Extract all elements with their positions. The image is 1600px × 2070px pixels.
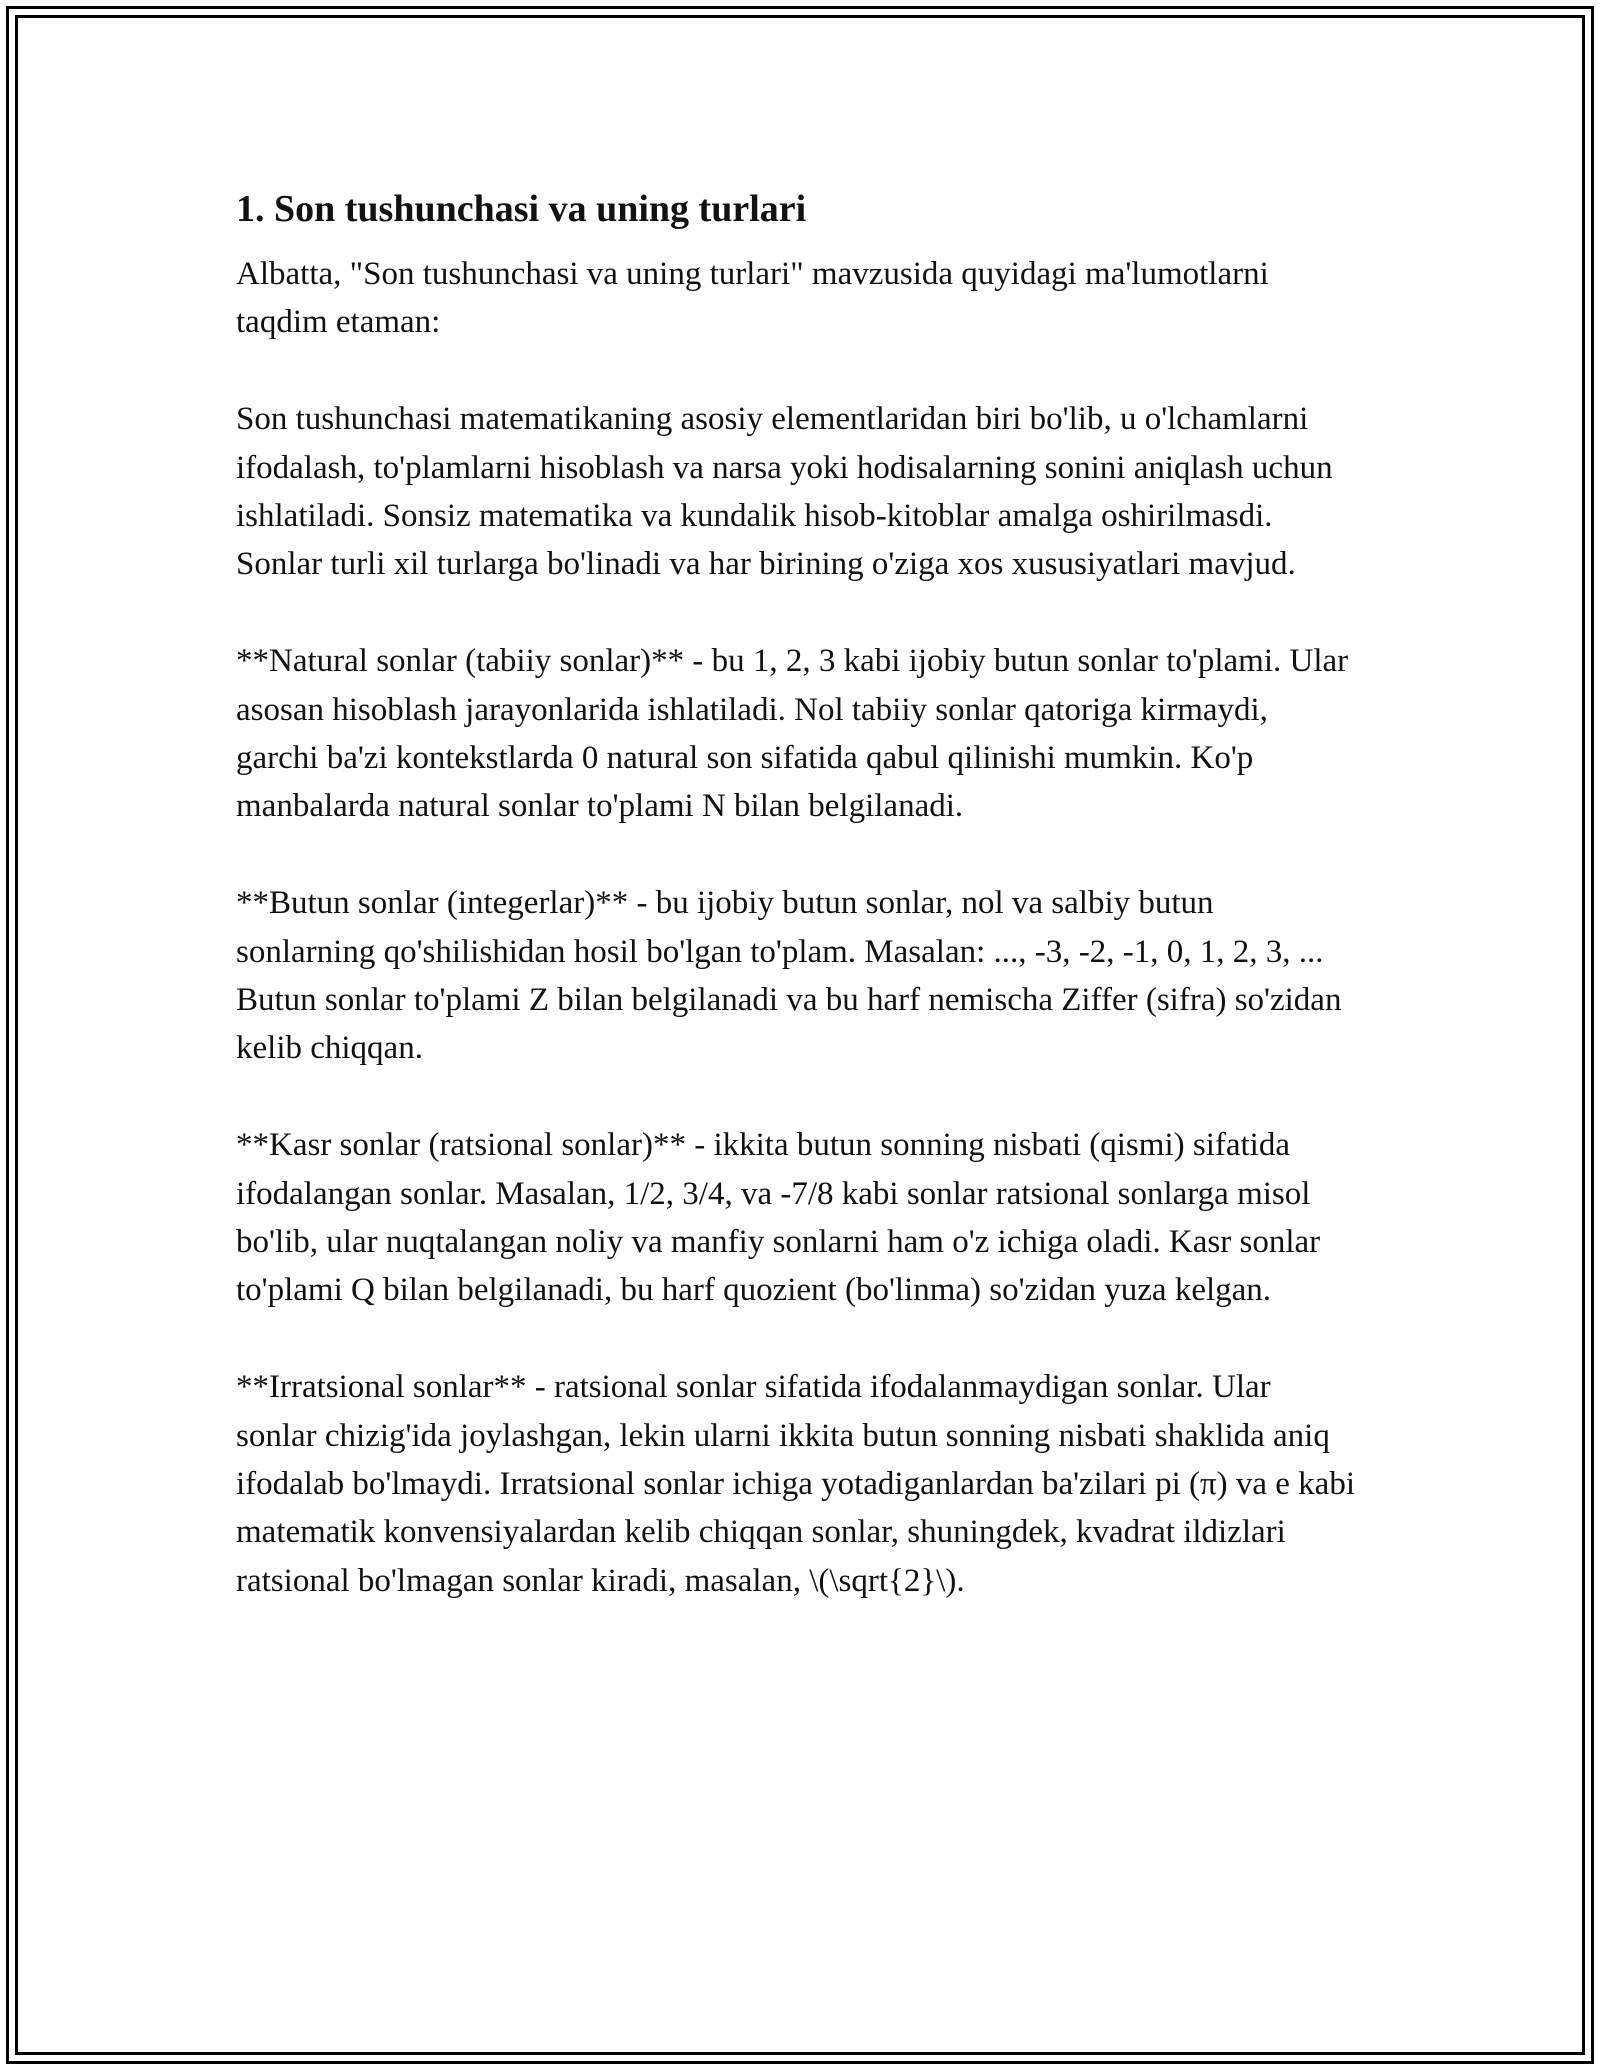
- paragraph-son-tushunchasi: Son tushunchasi matematikaning asosiy elementlaridan biri bo'lib, u o'lchamlarni ifodalash, to'plamlarni hisoblash va narsa yoki hodisalarning sonini aniqlash uchun ishlatiladi. Sonsiz matematika va kundalik hisob-kitoblar amalga oshirilmasdi. Sonlar turli xil turlarga bo'linadi va har birining o'ziga xos xususiyatlari mavjud.: [236, 401, 1333, 583]
- paragraph-intro: Albatta, "Son tushunchasi va uning turlari" mavzusida quyidagi ma'lumotlarni taqdim etaman:: [236, 256, 1269, 341]
- paragraph-irratsional-sonlar: **Irratsional sonlar** - ratsional sonlar sifatida ifodalanmaydigan sonlar. Ular sonlar chizig'ida joylashgan, lekin ularni ikkita butun sonning nisbati shaklida aniq ifodalab bo'lmaydi. Irratsional sonlar ichiga yotadiganlardan ba'zilari pi (π) va e kabi matematik konvensiyalardan kelib chiqqan sonlar, shuningdek, kvadrat ildizlari ratsional bo'lmagan sonlar kiradi, masalan, \(\sqrt{2}\).: [236, 1369, 1355, 1599]
- paragraph-natural-sonlar: **Natural sonlar (tabiiy sonlar)** - bu 1, 2, 3 kabi ijobiy butun sonlar to'plami. Ular asosan hisoblash jarayonlarida ishlatiladi. Nol tabiiy sonlar qatoriga kirmaydi, garchi ba'zi kontekstlarda 0 natural son sifatida qabul qilinishi mumkin. Ko'p manbalarda natural sonlar to'plami N bilan belgilanadi.: [236, 643, 1349, 825]
- document-body: [236, 186, 1356, 1654]
- paragraph-kasr-sonlar: **Kasr sonlar (ratsional sonlar)** - ikkita butun sonning nisbati (qismi) sifatida ifodalangan sonlar. Masalan, 1/2, 3/4, va -7/8 kabi sonlar ratsional sonlarga misol bo'lib, ular nuqtalangan noliy va manfiy sonlarni ham o'z ichiga oladi. Kasr sonlar to'plami Q bilan belgilanadi, bu harf quozient (bo'linma) so'zidan yuza kelgan.: [236, 1127, 1321, 1309]
- paragraph-butun-sonlar: **Butun sonlar (integerlar)** - bu ijobiy butun sonlar, nol va salbiy butun sonlarning qo'shilishidan hosil bo'lgan to'plam. Masalan: ..., -3, -2, -1, 0, 1, 2, 3, ... Butun sonlar to'plami Z bilan belgilanadi va bu harf nemischa Ziffer (sifra) so'zidan kelib chiqqan.: [236, 885, 1342, 1067]
- section-heading: 1. Son tushunchasi va uning turlari: [236, 188, 807, 230]
